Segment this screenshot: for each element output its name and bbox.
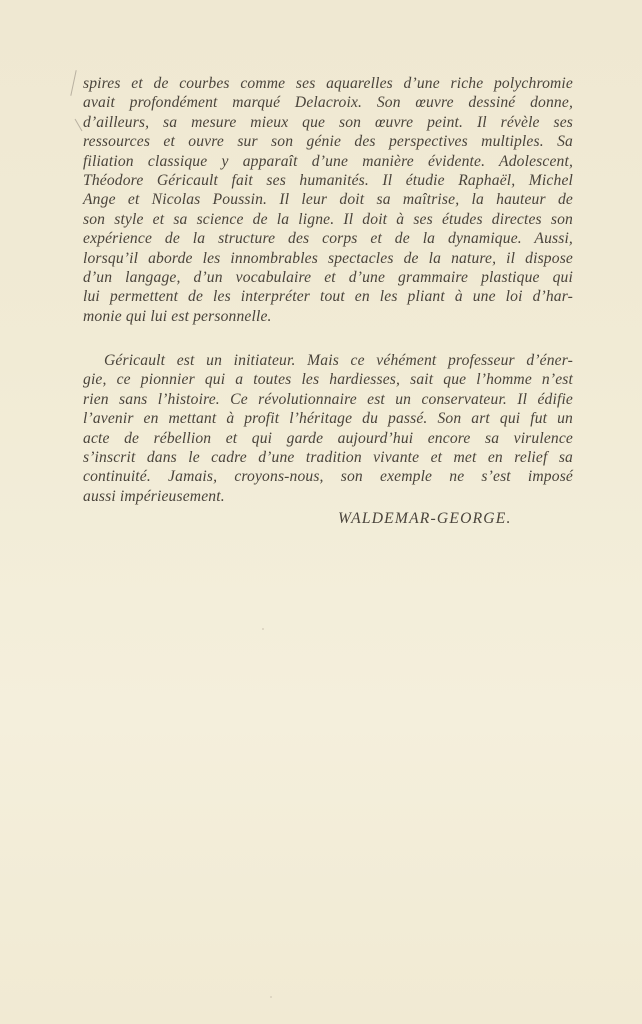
author-signature: WALDEMAR-GEORGE.: [338, 510, 512, 527]
text-line: rien sans l’histoire. Ce révolutionnaire est un conservateur. Il édifie: [83, 390, 573, 408]
text-line: aussi impérieusement.: [83, 487, 225, 505]
text-line: continuité. Jamais, croyons-nous, son exemple ne s’est imposé: [83, 468, 573, 486]
paragraph-2: [83, 351, 573, 506]
margin-mark: [70, 70, 76, 96]
text-line: spires et de courbes comme ses aquarelles d’une riche polychromie: [83, 75, 573, 92]
text-line: Théodore Géricault fait ses humanités. Il étudie Raphaël, Michel: [83, 171, 573, 189]
text-line: acte de rébellion et qui garde aujourd’hui encore sa virulence: [83, 429, 573, 447]
text-line: d’un langage, d’un vocabulaire et d’une grammaire plastique qui: [83, 268, 573, 286]
text-line: ressources et ouvre sur son génie des perspectives multiples. Sa: [83, 133, 573, 151]
paper-speck: [270, 996, 272, 998]
text-line: monie qui lui est personnelle.: [83, 307, 272, 325]
text-line: filiation classique y apparaît d’une manière évidente. Adolescent,: [83, 152, 573, 170]
text-line: d’ailleurs, sa mesure mieux que son œuvre peint. Il révèle ses: [83, 113, 573, 131]
text-line: s’inscrit dans le cadre d’une tradition vivante et met en relief sa: [83, 448, 573, 466]
text-line: son style et sa science de la ligne. Il doit à ses études directes son: [83, 210, 573, 228]
margin-mark: [75, 119, 83, 132]
text-line: gie, ce pionnier qui a toutes les hardiesses, sait que l’homme n’est: [83, 371, 573, 389]
text-line: Géricault est un initiateur. Mais ce véhément professeur d’éner-: [104, 352, 573, 369]
text-line: l’avenir en mettant à profit l’héritage du passé. Son art qui fut un: [83, 410, 573, 428]
text-line: lorsqu’il aborde les innombrables spectacles de la nature, il dispose: [83, 249, 573, 267]
text-line: avait profondément marqué Delacroix. Son œuvre dessiné donne,: [83, 94, 573, 112]
text-line: expérience de la structure des corps et de la dynamique. Aussi,: [83, 230, 573, 248]
text-line: lui permettent de les interpréter tout en les pliant à une loi d’har-: [83, 288, 573, 306]
paper-speck: [262, 628, 264, 630]
text-line: Ange et Nicolas Poussin. Il leur doit sa maîtrise, la hauteur de: [83, 191, 573, 209]
paragraph-1: [83, 74, 573, 326]
